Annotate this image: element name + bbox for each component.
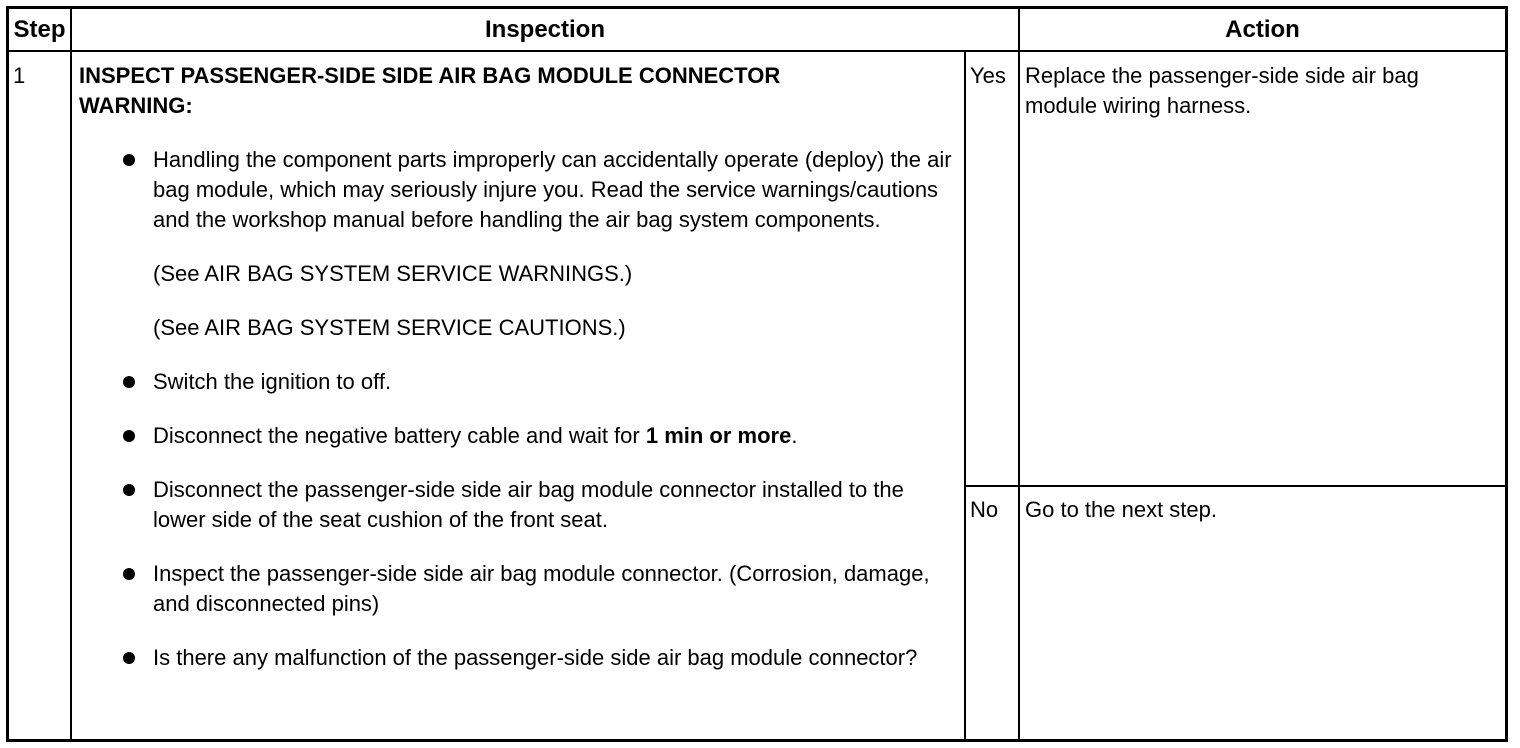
step-text: Switch the ignition to off.: [153, 369, 392, 394]
wait-time: 1 min or more: [645, 423, 792, 448]
question-text: Is there any malfunction of the passenger-side side air bag module connector?: [153, 645, 918, 670]
step-text: Disconnect the passenger-side side air bag module connector installed to the lower side of the seat cushion of the front seat.: [153, 477, 904, 532]
see-warnings-reference: (See AIR BAG SYSTEM SERVICE WARNINGS.): [153, 261, 633, 286]
warning-text: Handling the component parts improperly can accidentally operate (deploy) the air bag module, which may seriously injure you. Read the service warnings/cautions and the workshop manual before handling the air bag system components.: [153, 147, 952, 232]
yes-action: Replace the passenger-side side air bag module wiring harness.: [1025, 63, 1419, 118]
divider: [964, 485, 1505, 487]
step-text-end: .: [791, 423, 798, 448]
yes-label: Yes: [970, 63, 1006, 88]
step-number: 1: [13, 63, 26, 88]
warning-label: WARNING:: [79, 93, 193, 118]
list-item: [79, 643, 959, 673]
bullet-icon: [123, 568, 135, 580]
inspection-steps: [79, 145, 959, 673]
bullet-icon: [123, 376, 135, 388]
bullet-icon: [123, 652, 135, 664]
header-action: Action: [1225, 16, 1300, 43]
no-action: Go to the next step.: [1025, 497, 1218, 522]
divider: [1018, 9, 1020, 739]
list-item: [79, 475, 959, 535]
inspection-title: INSPECT PASSENGER-SIDE SIDE AIR BAG MODULE CONNECTOR: [79, 63, 781, 88]
header-step: Step: [13, 16, 66, 43]
bullet-icon: [123, 430, 135, 442]
step-text: Disconnect the negative battery cable and wait for: [153, 423, 646, 448]
list-item: [79, 559, 959, 619]
list-item: [79, 145, 959, 343]
see-cautions-reference: (See AIR BAG SYSTEM SERVICE CAUTIONS.): [153, 315, 626, 340]
divider: [70, 9, 72, 739]
bullet-icon: [123, 484, 135, 496]
step-text: Inspect the passenger-side side air bag module connector. (Corrosion, damage, and disconnected pins): [153, 561, 930, 616]
divider: [964, 50, 966, 739]
no-label: No: [970, 497, 999, 522]
header-inspection: Inspection: [484, 16, 605, 43]
bullet-icon: [123, 154, 135, 166]
list-item: [79, 367, 959, 397]
list-item: [79, 421, 959, 451]
inspection-table: [6, 6, 1508, 742]
inspection-content: [79, 61, 959, 673]
